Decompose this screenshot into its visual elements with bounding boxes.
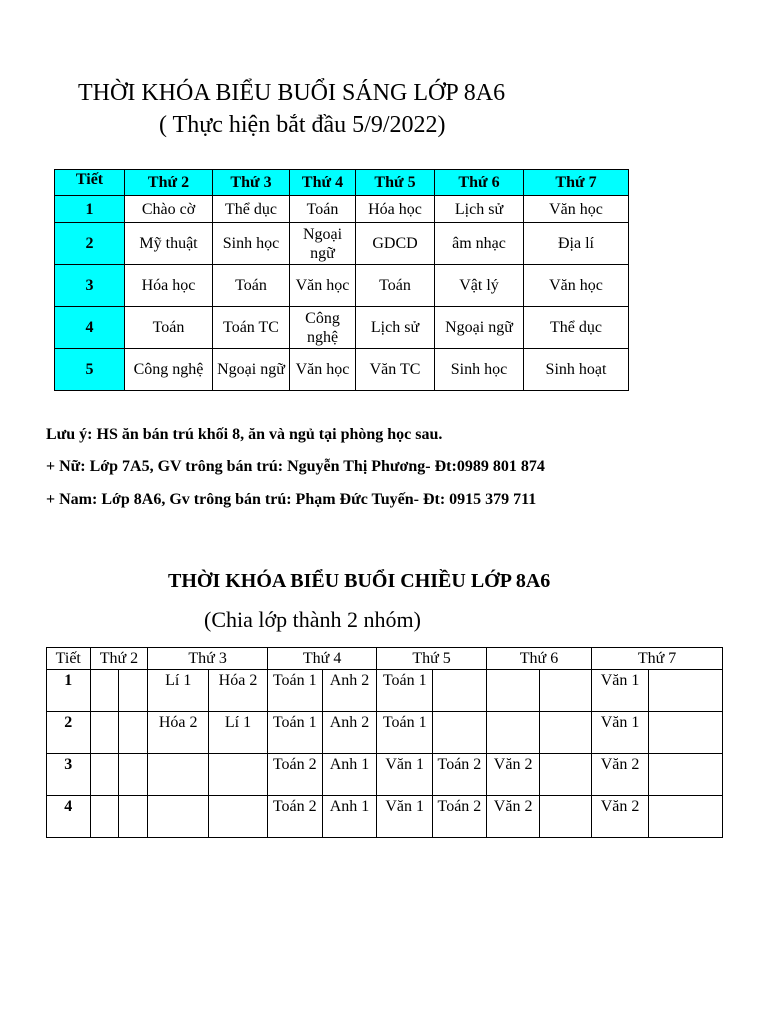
table-cell: Vật lý [435,265,524,307]
table-cell: Sinh học [435,349,524,391]
table-cell [209,754,268,796]
table-cell: Văn 1 [592,670,649,712]
table-cell: Anh 1 [322,796,377,838]
table-cell [148,754,209,796]
morning-header-row [55,170,629,196]
table-cell: Toán [356,265,435,307]
table-row [55,223,629,265]
header-cell: Thứ 6 [486,648,591,670]
table-cell [118,754,147,796]
table-cell: Toán 2 [267,754,322,796]
table-cell: Anh 1 [322,754,377,796]
table-cell: Hóa học [125,265,213,307]
note-line-2: + Nữ: Lớp 7A5, GV trông bán trú: Nguyễn Thị Phương- Đt:0989 801 874 [46,458,545,475]
table-cell: GDCD [356,223,435,265]
table-cell: Sinh hoạt [524,349,629,391]
table-cell: Văn học [524,265,629,307]
table-cell: Sinh học [213,223,290,265]
table-cell: Toán 2 [433,754,487,796]
table-cell: Hóa học [356,196,435,223]
table-cell: Lịch sử [435,196,524,223]
table-cell [540,670,592,712]
table-cell: Văn học [290,265,356,307]
table-cell [118,796,147,838]
table-cell: Công nghệ [290,307,356,349]
note-line-1: Lưu ý: HS ăn bán trú khối 8, ăn và ngủ tại phòng học sau. [46,426,443,443]
table-row [55,307,629,349]
afternoon-header-row [47,648,723,670]
table-row [47,670,723,712]
table-cell [486,712,540,754]
table-cell [648,670,722,712]
table-cell: Toán [125,307,213,349]
table-row [47,796,723,838]
table-cell [648,712,722,754]
table-cell [540,712,592,754]
header-cell: Thứ 4 [267,648,376,670]
table-cell [118,712,147,754]
table-cell: Ngoại ngữ [213,349,290,391]
table-cell: Văn 1 [592,712,649,754]
table-cell: Toán 1 [267,712,322,754]
table-cell: Văn 1 [377,754,433,796]
afternoon-timetable [46,647,723,838]
table-cell: Văn 2 [486,796,540,838]
table-cell [540,754,592,796]
header-cell: Thứ 5 [356,170,435,196]
table-cell: Thể dục [213,196,290,223]
table-cell [209,796,268,838]
table-row [47,754,723,796]
table-row [55,196,629,223]
header-cell: Tiết [55,170,125,196]
table-cell: Văn 2 [592,796,649,838]
table-cell: Văn học [290,349,356,391]
header-cell: Thứ 7 [592,648,723,670]
period-cell: 1 [47,670,91,712]
period-cell: 2 [55,223,125,265]
morning-title: THỜI KHÓA BIỂU BUỔI SÁNG LỚP 8A6 [78,80,506,106]
table-row [47,712,723,754]
table-cell [486,670,540,712]
table-cell [148,796,209,838]
table-cell [90,796,118,838]
table-cell [433,712,487,754]
table-cell: Hóa 2 [209,670,268,712]
table-cell: Mỹ thuật [125,223,213,265]
header-cell: Tiết [47,648,91,670]
table-cell [540,796,592,838]
table-cell: Lịch sử [356,307,435,349]
table-cell: Toán [290,196,356,223]
table-cell: Văn 1 [377,796,433,838]
table-cell: Lí 1 [148,670,209,712]
table-cell: Anh 2 [322,670,377,712]
table-row [55,349,629,391]
header-cell: Thứ 3 [148,648,268,670]
table-cell: Văn học [524,196,629,223]
table-cell: Toán 1 [377,712,433,754]
period-cell: 1 [55,196,125,223]
note-line-3: + Nam: Lớp 8A6, Gv trông bán trú: Phạm Đức Tuyến- Đt: 0915 379 711 [46,491,537,508]
header-cell: Thứ 4 [290,170,356,196]
table-cell: Chào cờ [125,196,213,223]
header-cell: Thứ 5 [377,648,486,670]
header-cell: Thứ 3 [213,170,290,196]
table-cell [90,670,118,712]
table-cell: Địa lí [524,223,629,265]
table-cell [90,712,118,754]
table-cell [90,754,118,796]
table-cell [433,670,487,712]
table-cell: âm nhạc [435,223,524,265]
table-cell: Toán 2 [267,796,322,838]
afternoon-title: THỜI KHÓA BIỂU BUỔI CHIỀU LỚP 8A6 [168,570,551,592]
table-cell: Lí 1 [209,712,268,754]
table-cell [648,754,722,796]
table-cell: Ngoại ngữ [435,307,524,349]
header-cell: Thứ 2 [125,170,213,196]
table-cell: Toán 1 [267,670,322,712]
period-cell: 4 [55,307,125,349]
header-cell: Thứ 2 [90,648,148,670]
table-cell: Văn 2 [486,754,540,796]
afternoon-subtitle: (Chia lớp thành 2 nhóm) [204,607,421,632]
header-cell: Thứ 6 [435,170,524,196]
table-cell: Thể dục [524,307,629,349]
period-cell: 3 [55,265,125,307]
table-cell: Toán [213,265,290,307]
table-cell: Ngoại ngữ [290,223,356,265]
period-cell: 5 [55,349,125,391]
table-cell: Hóa 2 [148,712,209,754]
table-cell: Công nghệ [125,349,213,391]
header-cell: Thứ 7 [524,170,629,196]
period-cell: 3 [47,754,91,796]
table-cell: Toán TC [213,307,290,349]
table-cell: Văn TC [356,349,435,391]
table-cell: Toán 1 [377,670,433,712]
period-cell: 4 [47,796,91,838]
morning-timetable [54,169,629,391]
table-cell [118,670,147,712]
morning-subtitle: ( Thực hiện bắt đầu 5/9/2022) [159,112,446,138]
table-cell: Văn 2 [592,754,649,796]
table-cell: Anh 2 [322,712,377,754]
table-row [55,265,629,307]
period-cell: 2 [47,712,91,754]
table-cell: Toán 2 [433,796,487,838]
table-cell [648,796,722,838]
